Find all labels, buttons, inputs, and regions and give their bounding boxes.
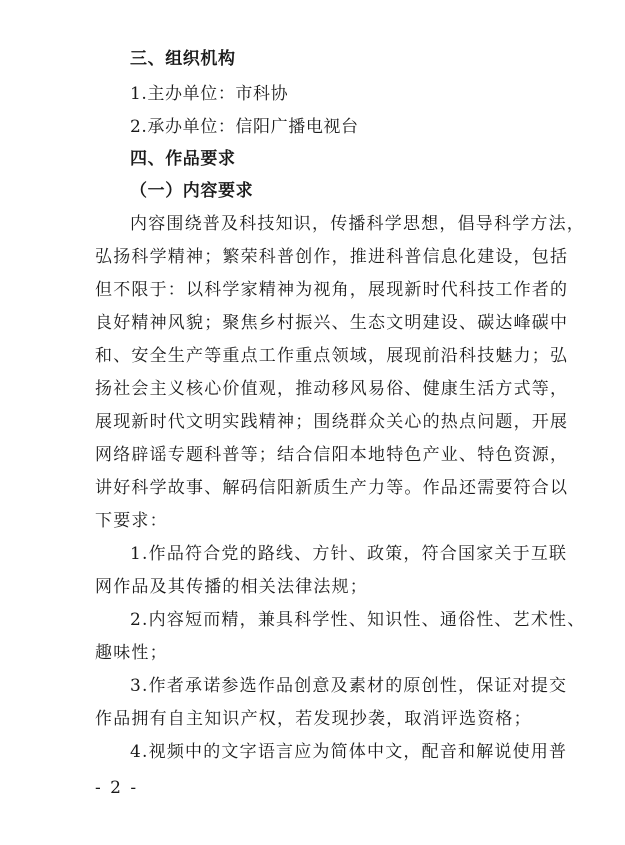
text-line: 2.内容短而精，兼具科学性、知识性、通俗性、艺术性、 (130, 610, 586, 630)
text-line: 展现新时代文明实践精神；围绕群众关心的热点问题，开展 (95, 412, 569, 432)
text-line: 良好精神风貌；聚焦乡村振兴、生态文明建设、碳达峰碳中 (95, 313, 569, 333)
text-line: 内容围绕普及科技知识，传播科学思想，倡导科学方法， (130, 214, 585, 234)
subsection-heading: （一）内容要求 (130, 181, 254, 201)
text-line: 1.作品符合党的路线、方针、政策，符合国家关于互联 (130, 544, 568, 564)
text-line: 网作品及其传播的相关法律法规； (95, 577, 368, 597)
text-line: 趣味性； (95, 643, 168, 663)
text-line: 4.视频中的文字语言应为简体中文，配音和解说使用普 (130, 742, 568, 762)
text-line: 和、安全生产等重点工作重点领域，展现前沿科技魅力；弘 (95, 346, 569, 366)
text-line: 讲好科学故事、解码信阳新质生产力等。作品还需要符合以 (95, 478, 569, 498)
text-line: 2.承办单位：信阳广播电视台 (130, 117, 359, 137)
text-line: 3.作者承诺参选作品创意及素材的原创性，保证对提交 (130, 676, 568, 696)
section-heading: 三、组织机构 (130, 49, 236, 69)
text-line: 弘扬科学精神；繁荣科普创作，推进科普信息化建设，包括 (95, 247, 569, 267)
text-line: 下要求： (95, 511, 168, 531)
text-line: 1.主办单位：市科协 (130, 84, 289, 104)
section-heading: 四、作品要求 (130, 149, 236, 169)
text-line: 但不限于：以科学家精神为视角，展现新时代科技工作者的 (95, 280, 569, 300)
text-line: 扬社会主义核心价值观，推动移风易俗、健康生活方式等， (95, 379, 569, 399)
text-line: 网络辟谣专题科普等；结合信阳本地特色产业、特色资源， (95, 445, 569, 465)
page-number: - 2 - (95, 778, 139, 798)
text-line: 作品拥有自主知识产权，若发现抄袭，取消评选资格； (95, 709, 532, 729)
